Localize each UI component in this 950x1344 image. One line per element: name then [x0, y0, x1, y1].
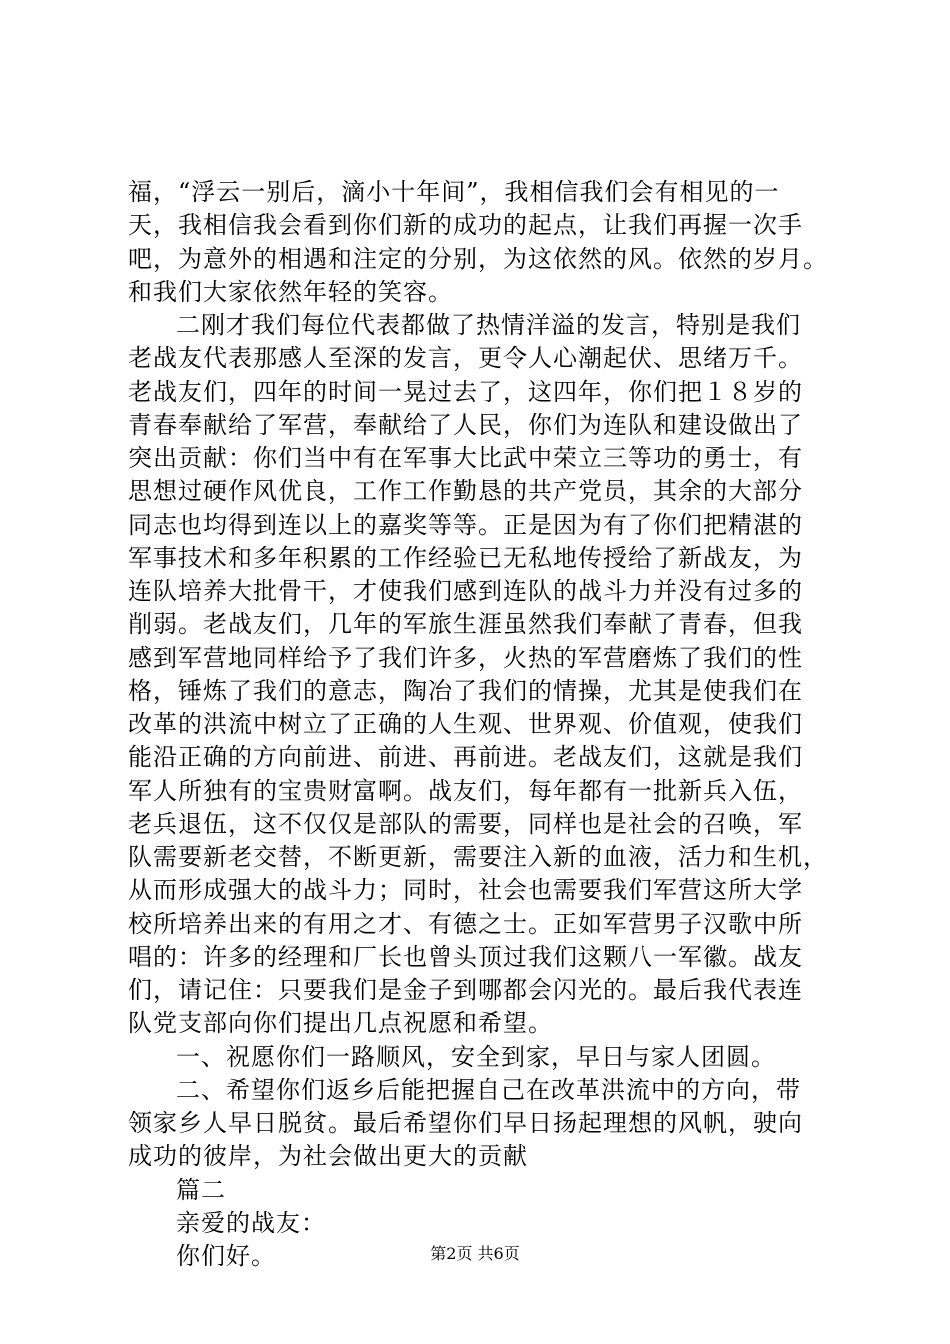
- text-line: 能沿正确的方向前进、前进、再前进。老战友们，这就是我们: [128, 743, 803, 772]
- text-line: 福，“浮云一别后，滴小十年间”，我相信我们会有相见的一: [128, 178, 780, 206]
- letter-salutation: 亲爱的战友：: [176, 1208, 326, 1237]
- text-line: 队需要新老交替，不断更新，需要注入新的血液，活力和生机，: [128, 843, 828, 871]
- text-line: 老战友代表那感人至深的发言，更令人心潮起伏、思绪万千。: [128, 344, 803, 373]
- text-line: 改革的洪流中树立了正确的人生观、世界观、价值观，使我们: [128, 710, 803, 738]
- text-line: 感到军营地同样给予了我们许多，火热的军营磨炼了我们的性: [128, 643, 803, 672]
- text-line: 格，锤炼了我们的意志，陶冶了我们的情操，尤其是使我们在: [128, 676, 803, 705]
- text-line: 军人所独有的宝贵财富啊。战友们，每年都有一批新兵入伍，: [128, 776, 803, 805]
- text-line: 突出贡献：你们当中有在军事大比武中荣立三等功的勇士，有: [128, 444, 803, 472]
- page-number-footer: 第2页 共6页: [430, 1244, 520, 1263]
- text-line: 领家乡人早日脱贫。最后希望你们早日扬起理想的风帆，驶向: [128, 1109, 803, 1137]
- document-body: [128, 176, 848, 1273]
- text-line: 们，请记住：只要我们是金子到哪都会闪光的。最后我代表连: [128, 976, 803, 1004]
- text-line: 和我们大家依然年轻的笑容。: [128, 277, 453, 306]
- text-line: 同志也均得到连以上的嘉奖等等。正是因为有了你们把精湛的: [128, 510, 803, 539]
- text-line: 天，我相信我会看到你们新的成功的起点，让我们再握一次手: [128, 211, 803, 240]
- text-line: 老兵退伍，这不仅仅是部队的需要，同样也是社会的召唤，军: [128, 809, 803, 838]
- text-line: 连队培养大批骨干，才使我们感到连队的战斗力并没有过多的: [128, 577, 803, 605]
- letter-greeting: 你们好。: [176, 1242, 276, 1270]
- text-line: 校所培养出来的有用之才、有德之士。正如军营男子汉歌中所: [128, 909, 803, 938]
- text-line: 成功的彼岸，为社会做出更大的贡献: [128, 1142, 528, 1171]
- text-line: 削弱。老战友们，几年的军旅生涯虽然我们奉献了青春，但我: [128, 610, 803, 639]
- text-line: 吧，为意外的相遇和注定的分别，为这依然的风。依然的岁月。: [128, 244, 828, 273]
- text-line: 唱的：许多的经理和厂长也曾头顶过我们这颗八一军徽。战友: [128, 942, 803, 971]
- wish-item-1: 一、祝愿你们一路顺风，安全到家，早日与家人团圆。: [176, 1042, 776, 1071]
- text-line: 老战友们，四年的时间一晃过去了，这四年，你们把１８岁的: [128, 377, 803, 406]
- text-line: 军事技术和多年积累的工作经验已无私地传授给了新战友，为: [128, 543, 803, 572]
- text-line: 队党支部向你们提出几点祝愿和希望。: [128, 1009, 553, 1038]
- section-heading: 篇二: [176, 1175, 226, 1204]
- text-line: 青春奉献给了军营，奉献给了人民，你们为连队和建设做出了: [128, 410, 803, 439]
- text-line: 从而形成强大的战斗力；同时，社会也需要我们军营这所大学: [128, 876, 803, 905]
- paragraph-start-line: 二刚才我们每位代表都做了热情洋溢的发言，特别是我们: [176, 311, 801, 339]
- text-line: 思想过硬作风优良，工作工作勤恳的共产党员，其余的大部分: [128, 477, 803, 506]
- wish-item-2: 二、希望你们返乡后能把握自己在改革洪流中的方向，带: [176, 1075, 801, 1104]
